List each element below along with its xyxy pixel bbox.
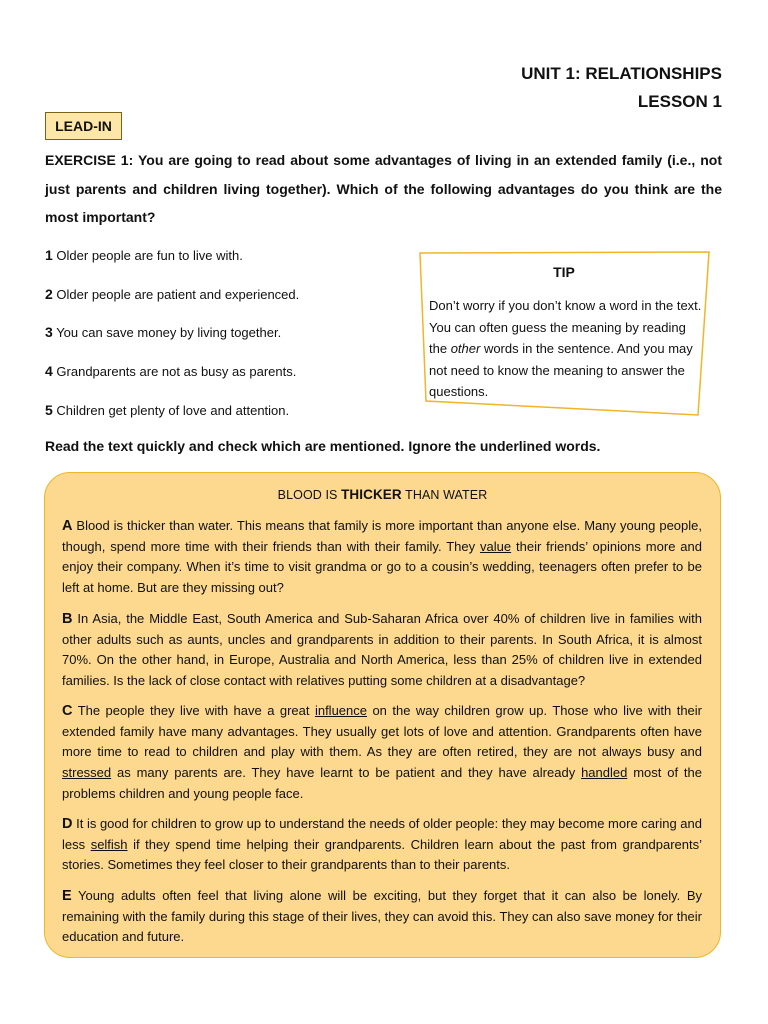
tip-title: TIP [553,264,575,280]
paragraph-b: B In Asia, the Middle East, South America and Sub-Saharan Africa over 40% of children live in families with other adults such as aunts, uncles and grandparents in addition to their parents. In South Africa, it is almost 70%. On the other hand, in Europe, Australia and North America, less than 25% of children live in extended families. Is the lack of close contact with relatives putting some children at a disadvantage? [62,611,702,689]
exercise-instructions: EXERCISE 1: You are going to read about some advantages of living in an extended family (i.e., not just parents and children living together). Which of the following advantages do you think are the most important? [45,152,722,225]
lesson-title: LESSON 1 [637,92,722,111]
list-item [45,321,405,360]
article-box [44,472,721,958]
unit-title: UNIT 1: RELATIONSHIPS [521,64,722,83]
paragraph-d: D It is good for children to grow up to understand the needs of older people: they may become more caring and less selfish if they spend time helping their grandparents. Children learn about the past from grandparents’ stories. Sometimes they feel closer to their grandparents than to their parents. [62,816,702,873]
list-item [45,399,405,438]
article-title: BLOOD IS THICKER THAN WATER [277,487,488,502]
item-text: Older people are fun to live with. [56,248,243,263]
underlined-word: value [480,538,512,554]
item-text: Older people are patient and experienced. [56,286,300,302]
list-item [45,283,405,322]
item-number: 4 [45,363,53,380]
list-item [45,360,405,399]
underlined-word: influence [314,703,367,718]
list-item [45,244,405,283]
item-text: Children get plenty of love and attention. [56,402,290,418]
item-number: 2 [45,285,53,302]
underlined-word: selfish [90,836,128,852]
item-number: 5 [45,401,53,418]
paragraph-c: C The people they live with have a great influence on the way children grow up. Those who live with their extended family have many advantages. They usually get lots of love and attention. Grandparents often have more time to read to children and play with them. As they are often retired, they are not always busy and stressed as many parents are. They have learnt to be patient and they have already handled most of the problems children and young people face. [62,703,702,801]
item-text: Grandparents are not as busy as parents. [56,364,297,380]
tip-box [419,251,711,416]
paragraph-a: A Blood is thicker than water. This means that family is more important than anyone else. Many young people, though, spend more time with their friends than with their family. They value their friends’ opinions more and enjoy their company. When it’s time to visit grandma or go to a cousin’s wedding, teenagers often prefer to be left at home. But are they missing out? [62,518,702,596]
unit-header [521,60,722,116]
lead-in-label: LEAD-IN [45,112,122,140]
underlined-word: stressed [62,765,112,781]
paragraph-e: E Young adults often feel that living alone will be exciting, but they forget that it can also be lonely. By remaining with the family during this stage of their lives, they can avoid this. They can also save money for their education and future. [62,888,702,945]
reading-instruction: Read the text quickly and check which are mentioned. Ignore the underlined words. [45,438,601,454]
tip-text: Don’t worry if you don’t know a word in the text. You can often guess the meaning by reading the other words in the sentence. And you may not need to know the meaning to answer the questions. [429,298,702,400]
underlined-word: handled [581,765,628,781]
item-number: 3 [45,324,53,341]
item-text: You can save money by living together. [56,325,282,341]
advantages-list [45,244,405,437]
item-number: 1 [45,247,53,263]
